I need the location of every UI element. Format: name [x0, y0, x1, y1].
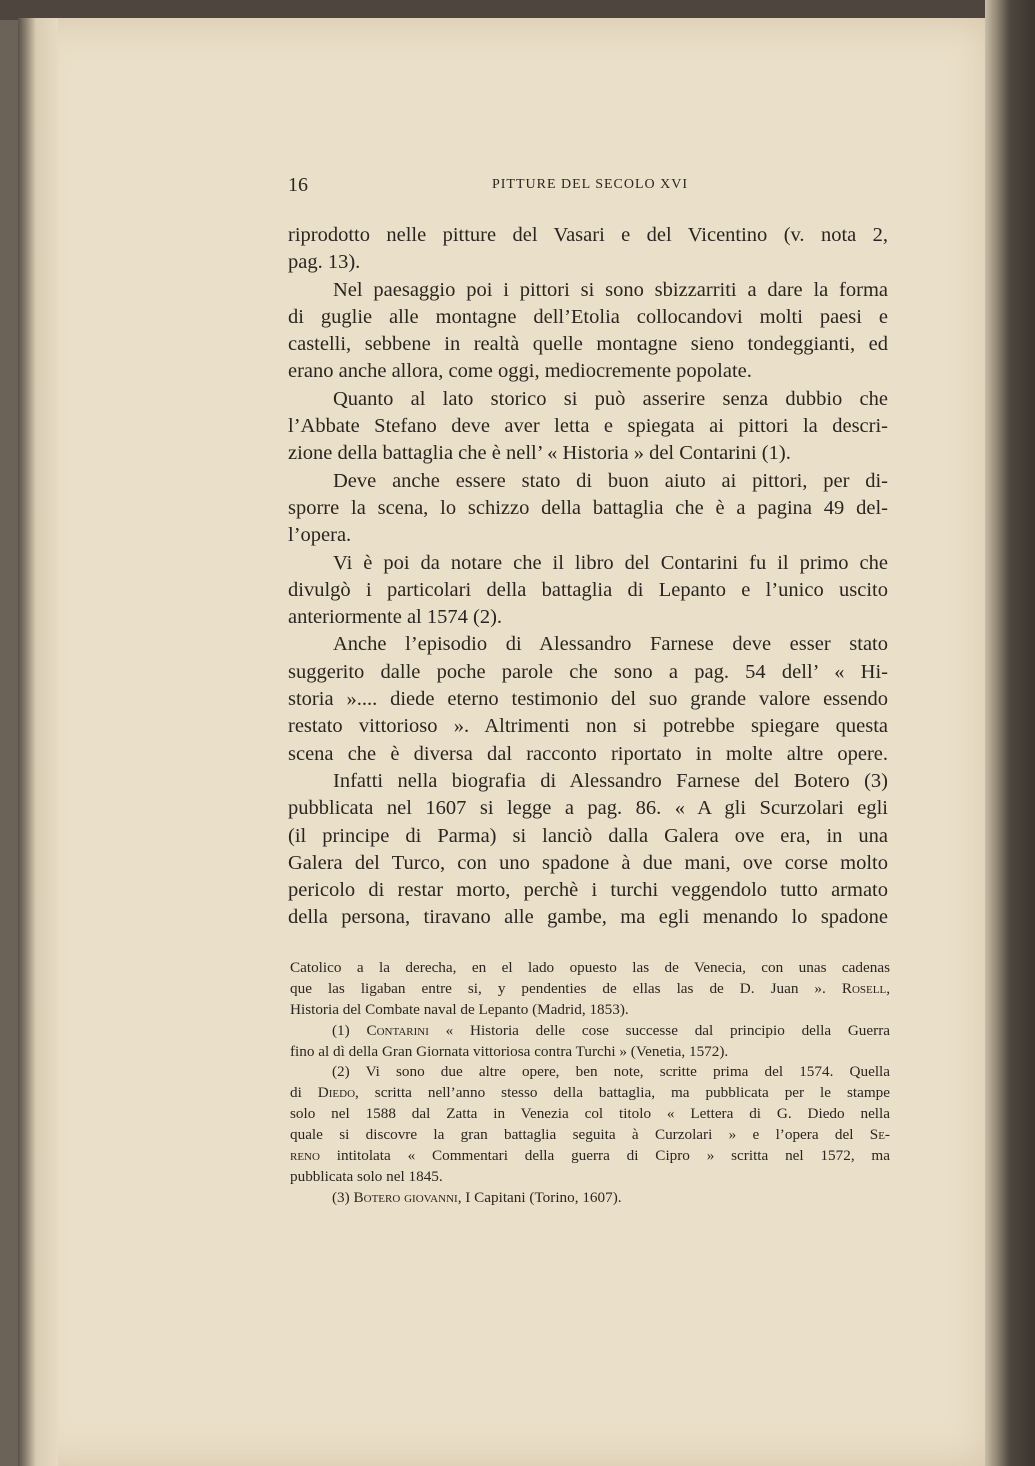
footnote-line	[290, 958, 890, 979]
body-line: (il principe di Parma) si lanciò dalla Galera ove era, in una	[288, 824, 888, 847]
body-line: pag. 13).	[288, 251, 361, 274]
body-line: della persona, tiravano alle gambe, ma egli menando lo spadone	[288, 906, 888, 929]
author-name: Se-	[869, 1126, 890, 1144]
footnote-text: (3)	[332, 1188, 354, 1206]
page-number: 16	[288, 174, 308, 196]
footnote-text: di	[290, 1084, 318, 1102]
scan-right-edge	[985, 0, 1035, 1466]
footnote-line	[290, 1042, 890, 1063]
footnote-text: « Historia delle cose successe dal principio della Guerra	[428, 1021, 890, 1039]
scan-top-edge	[0, 0, 1035, 20]
body-line: zione della battaglia che è nell’ « Historia » del Contarini (1).	[288, 442, 791, 465]
footnote-text: solo nel 1588 dal Zatta in Venezia col titolo « Lettera di G. Diedo nella	[290, 1105, 890, 1123]
footnote-text: , scritta nell’anno stesso della battaglia, ma pubblicata per le stampe	[355, 1084, 890, 1102]
body-line: restato vittorioso ». Altrimenti non si potrebbe spiegare questa	[288, 715, 888, 738]
footnote-text: intitolata « Commentari della guerra di Cipro » scritta nel 1572, ma	[319, 1147, 890, 1165]
footnote-line	[290, 1104, 890, 1125]
body-line: anteriormente al 1574 (2).	[288, 606, 503, 629]
author-name: Contarini	[366, 1021, 429, 1039]
body-line: l’opera.	[288, 524, 352, 547]
body-line: Vi è poi da notare che il libro del Contarini fu il primo che	[333, 551, 888, 574]
footnote-text: que las ligaban entre si, y pendenties de ellas las de D. Juan ».	[290, 979, 842, 997]
footnote-line	[290, 979, 890, 1000]
footnote-text: (2) Vi sono due altre opere, ben note, scritte prima del 1574. Quella	[332, 1063, 890, 1081]
author-name: Botero giovanni	[353, 1188, 458, 1206]
footnote-text: Historia del Combate naval de Lepanto (Madrid, 1853).	[290, 1000, 629, 1018]
running-head: PITTURE DEL SECOLO XVI	[491, 177, 689, 192]
footnote-text: fino al dì della Gran Giornata vittoriosa contra Turchi » (Venetia, 1572).	[290, 1042, 729, 1060]
body-line: l’Abbate Stefano deve aver letta e spiegata ai pittori la descri-	[288, 415, 888, 438]
body-line: suggerito dalle poche parole che sono a pag. 54 dell’ « Hi-	[288, 660, 888, 683]
footnote-text: Catolico a la derecha, en el lado opuesto las de Venecia, con unas cadenas	[290, 959, 890, 976]
author-name: reno	[290, 1147, 320, 1165]
body-line: storia ».... diede eterno testimonio del suo grande valore essendo	[288, 688, 888, 711]
footnote-line	[290, 1083, 890, 1104]
body-line: Galera del Turco, con uno spadone à due mani, ove corse molto	[288, 851, 888, 874]
body-line: castelli, sebbene in realtà quelle montagne sieno tondeggianti, ed	[288, 333, 888, 356]
body-line: divulgò i particolari della battaglia di Lepanto e l’unico uscito	[288, 578, 888, 601]
footnote-line	[290, 1021, 890, 1042]
footnotes	[290, 958, 890, 1209]
footnote-line	[290, 1167, 890, 1188]
body-line: pubblicata nel 1607 si legge a pag. 86. « A gli Scurzolari egli	[288, 797, 888, 820]
footnote-text: , I Capitani (Torino, 1607).	[457, 1188, 622, 1206]
body-line: sporre la scena, lo schizzo della battaglia che è a pagina 49 del-	[288, 496, 888, 519]
body-line: Infatti nella biografia di Alessandro Farnese del Botero (3)	[333, 769, 888, 792]
footnote-text: (1)	[332, 1021, 367, 1039]
author-name: Diedo	[317, 1084, 356, 1102]
body-line: erano anche allora, come oggi, mediocremente popolate.	[288, 360, 752, 383]
footnote-line	[290, 1062, 890, 1083]
body-line: Anche l’episodio di Alessandro Farnese deve esser stato	[333, 633, 888, 656]
body-line: pericolo di restar morto, perchè i turchi veggendolo tutto armato	[288, 879, 888, 902]
body-line: di guglie alle montagne dell’Etolia collocandovi molti paesi e	[288, 305, 888, 328]
body-line: scena che è diversa dal racconto riportato in molte altre opere.	[288, 742, 888, 765]
footnote-line	[290, 1146, 890, 1167]
footnote-line	[290, 1000, 890, 1021]
body-line: Deve anche essere stato di buon aiuto ai pittori, per di-	[333, 469, 888, 492]
book-gutter	[18, 18, 58, 1466]
footnote-line	[290, 1125, 890, 1146]
footnote-text: pubblicata solo nel 1845.	[290, 1167, 443, 1185]
body-line: Quanto al lato storico si può asserire senza dubbio che	[333, 387, 888, 410]
author-name: Rosell	[841, 979, 887, 997]
body-text	[288, 222, 888, 932]
footnote-text: quale si discovre la gran battaglia seguita à Curzolari » e l’opera del	[290, 1126, 870, 1144]
footnote-text: ,	[886, 979, 890, 997]
body-line: riprodotto nelle pitture del Vasari e del Vicentino (v. nota 2,	[288, 224, 888, 246]
body-line: Nel paesaggio poi i pittori si sono sbizzarriti a dare la forma	[333, 278, 888, 301]
footnote-line	[290, 1188, 890, 1209]
